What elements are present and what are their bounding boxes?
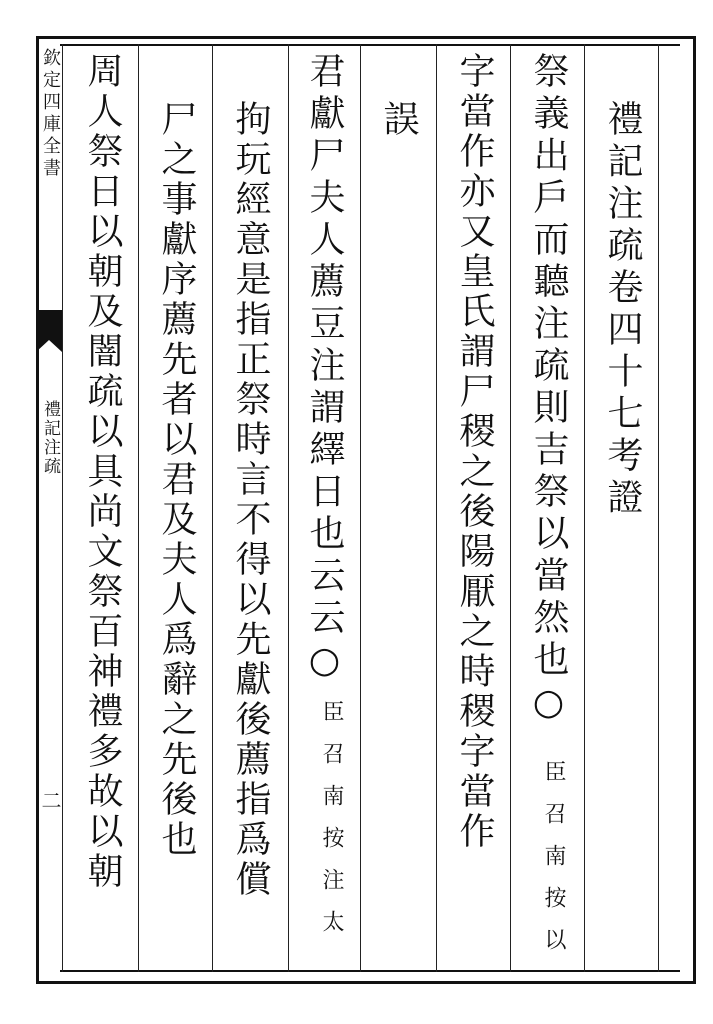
commentary-note-2: 臣召南按注太	[319, 700, 344, 952]
text-column-6: 拘玩經意是指正祭時言不得以先獻後薦指爲償	[230, 100, 271, 900]
margin-page-number: 二	[38, 790, 62, 814]
text-column-4: 誤	[378, 100, 419, 142]
column-rule	[436, 44, 437, 972]
text-block-border	[60, 44, 680, 972]
commentary-note-1: 臣召南按以	[541, 760, 566, 970]
column-rule	[288, 44, 289, 972]
margin-book-title: 欽定四庫全書	[40, 48, 61, 180]
text-column-5: 君獻尸夫人薦豆注謂繹日也云云○	[304, 52, 345, 687]
text-column-8: 周人祭日以朝及闇疏以具尚文祭百神禮多故以朝	[82, 52, 123, 892]
column-rule	[360, 44, 361, 972]
column-rule	[510, 44, 511, 972]
column-rule	[62, 44, 63, 972]
text-column-7: 尸之事獻序薦先者以君及夫人爲辭之先後也	[156, 100, 197, 860]
margin-section-title: 禮記注疏	[40, 400, 60, 476]
text-column-3: 字當作亦又皇氏謂尸稷之後陽厭之時稷字當作	[454, 52, 495, 852]
column-rule	[212, 44, 213, 972]
text-column-1: 禮記注疏卷四十七考證	[602, 100, 643, 520]
column-rule	[584, 44, 585, 972]
fish-tail-mark	[36, 310, 62, 340]
text-column-2: 祭義出戶而聽注疏則吉祭以當然也○	[528, 52, 569, 729]
column-rule	[658, 44, 659, 972]
column-rule	[138, 44, 139, 972]
